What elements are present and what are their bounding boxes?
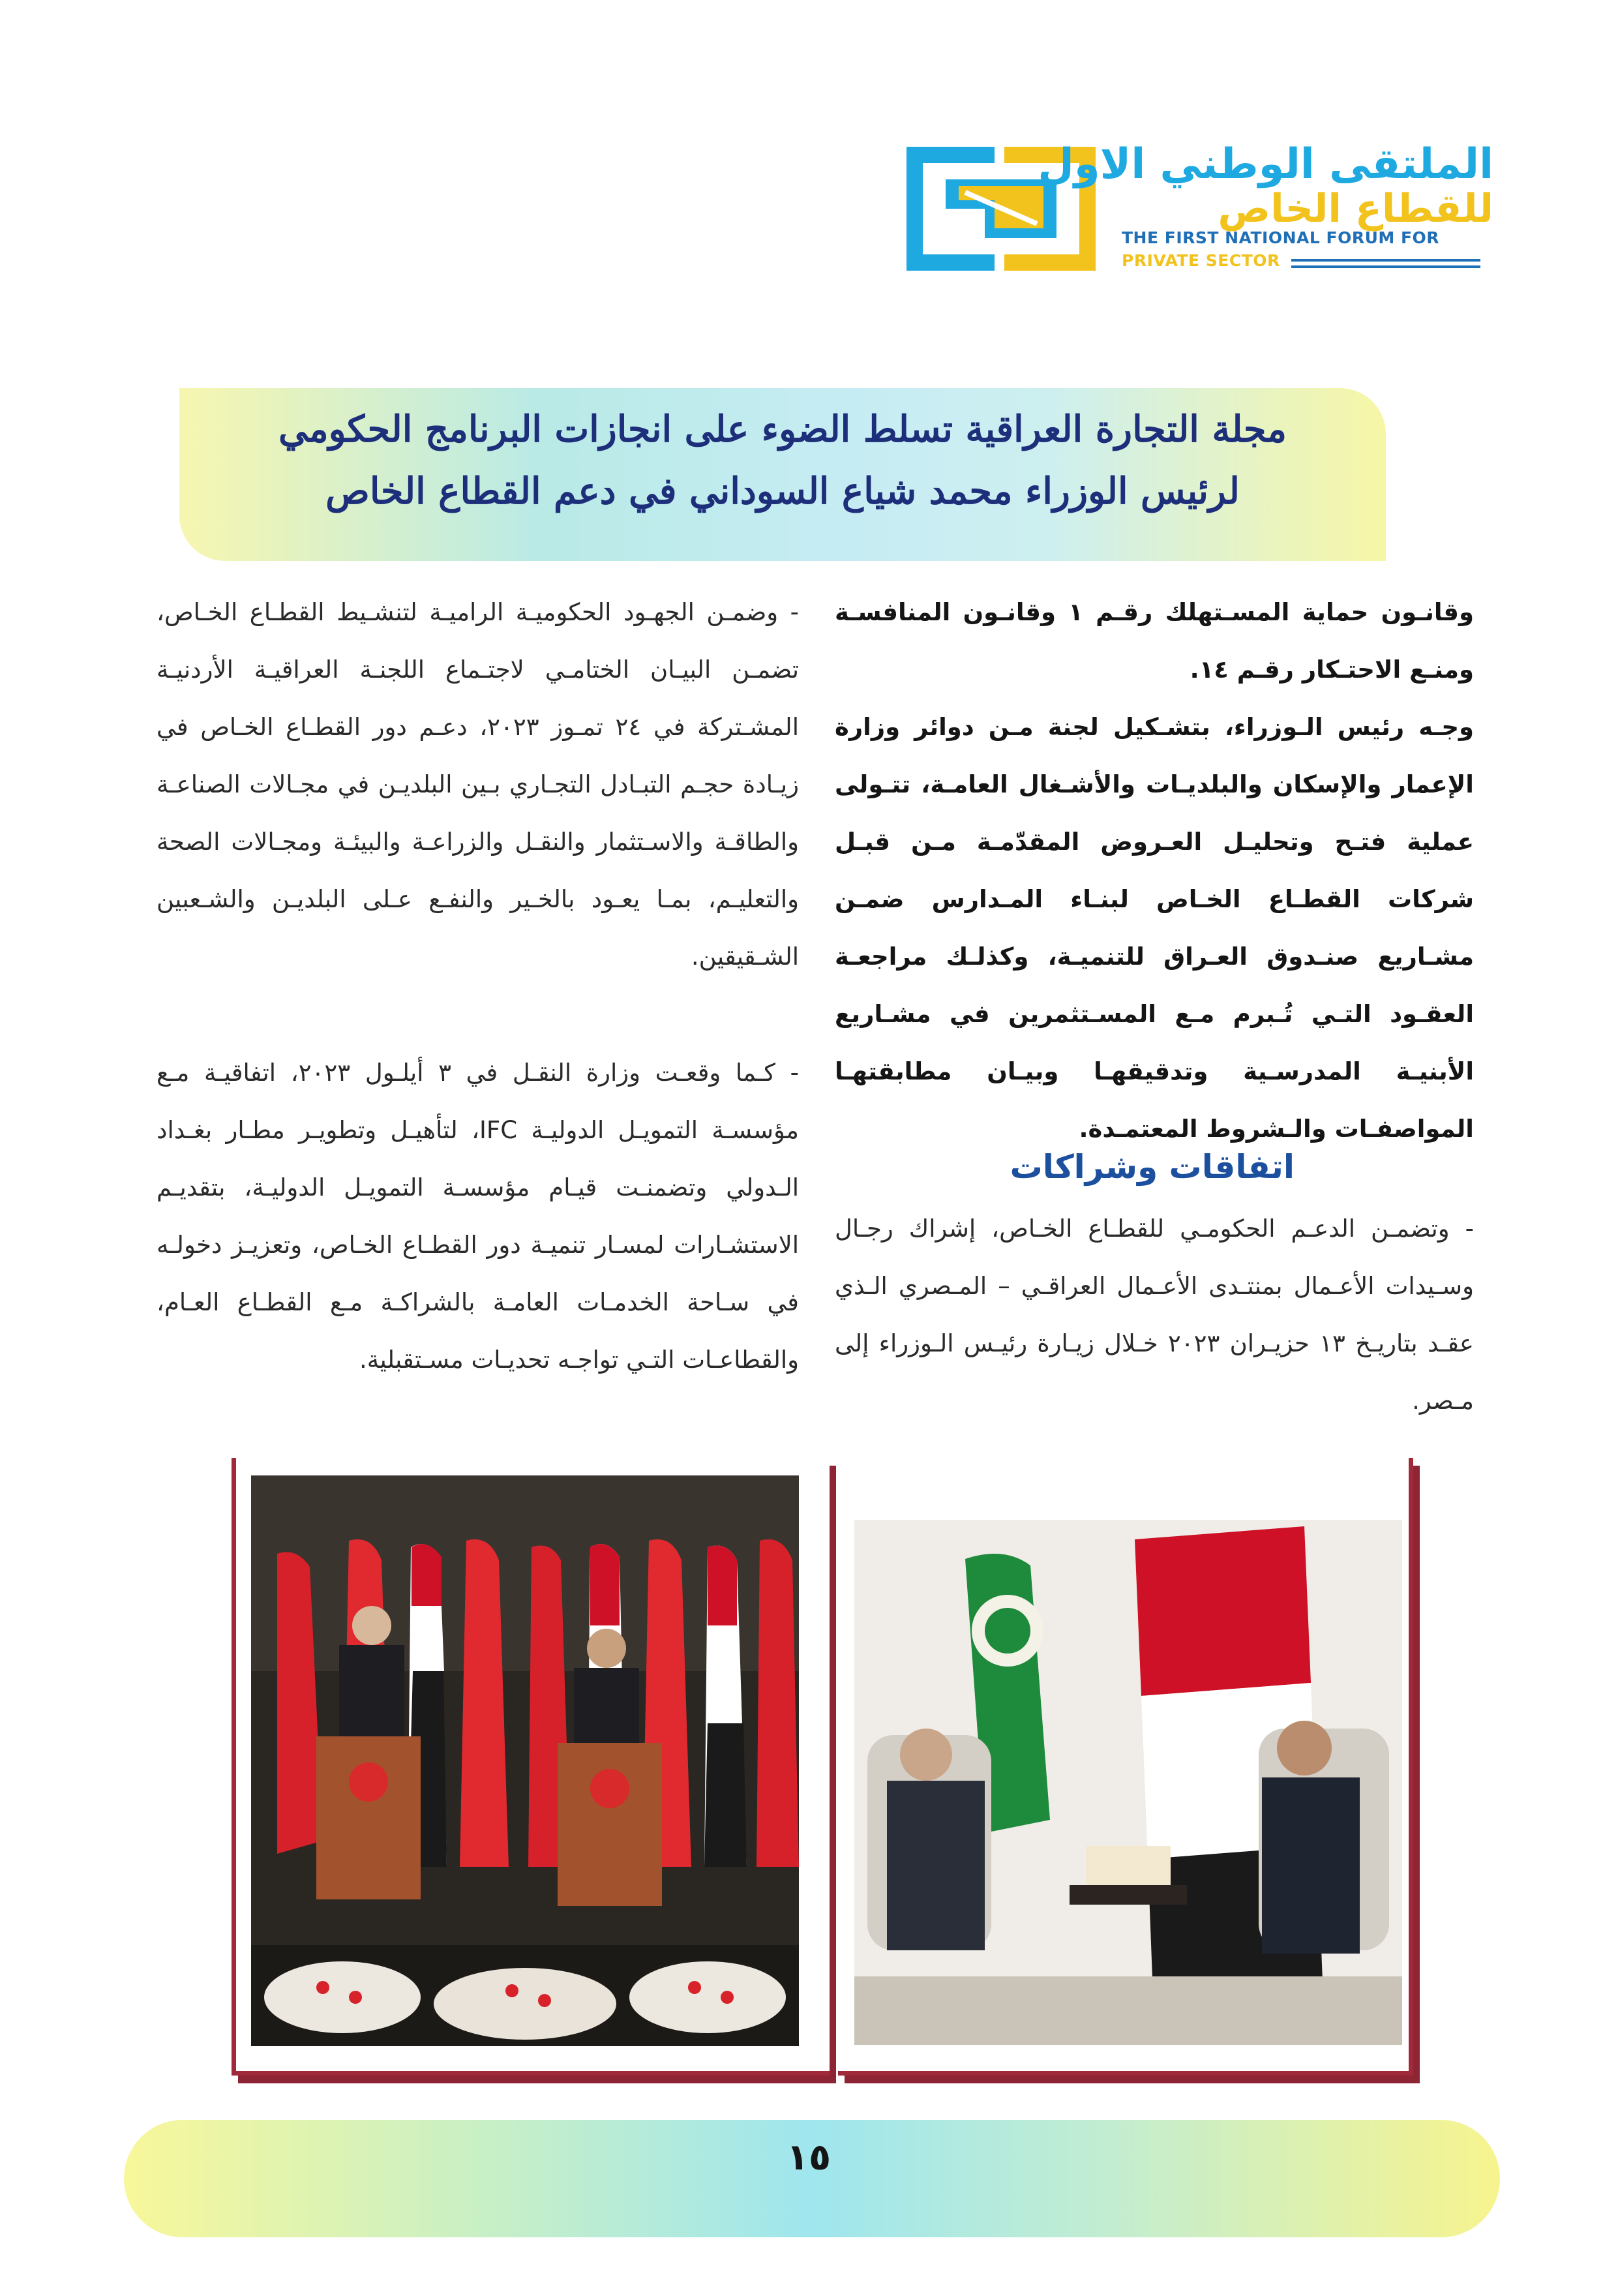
logo-divider xyxy=(1291,259,1480,262)
meeting-image xyxy=(854,1520,1402,2045)
logo-title-line1: الملتقى الوطني الاول xyxy=(1038,140,1493,189)
right-paragraph-2: وجـه رئيس الـوزراء، بتشـكيل لجنة مـن دوائر وزارة الإعمار والإسكان والبلديـات والأشـغال العامـة، تتـولى عملية فتـح وتحليـل العـروض المقدّمـة مـن قبـل شركات القطـاع الخـاص لبنـاء المـدارس ضمـن مشـاريع صنـدوق العـراق للتنميـة، وكذلـك مراجعـة العقـود التـي تُـبرم مـع المسـتثمرين في مشـاريع الأبنيـة المدرسـية وتدقيقهـا وبيـان مطابقتهـا المواصفـات والـشروط المعتمـدة. xyxy=(835,713,1474,1143)
left-paragraph-1: - وضمـن الجهـود الحكوميـة الراميـة لتنشـيط القطـاع الخـاص، تضمـن البيـان الختامـي لاجتـماع اللجنـة العراقيـة الأردنيـة المشـتركة في ٢٤ تمـوز ٢٠٢٣، دعـم دور القطـاع الخـاص في زيـادة حجـم التبـادل التجـاري بـين البلديـن في مجـالات الصناعـة والطاقـة والاسـتثمار والنقـل والزراعـة والبيئـة ومجـالات الصحة والتعليـم، بمـا يعـود بالخـير والنفـع عـلى البلديـن والشـعبين الشـقيقين. xyxy=(157,598,799,971)
press-conference-image xyxy=(251,1475,799,2046)
logo-divider xyxy=(1291,265,1480,268)
right-paragraph-1: وقانـون حماية المسـتهلك رقـم ١ وقانـون المنافسـة ومنـع الاحتـكار رقـم ١٤. xyxy=(835,598,1474,684)
section-paragraph: - وتضمـن الدعـم الحكومـي للقطـاع الخـاص، إشراك رجـال وسـيدات الأعـمال بمنتـدى الأعـمال العراقـي – المـصري الـذي عقـد بتاريـخ ١٣ حزيـران ٢٠٢٣ خـلال زيـارة رئيـس الـوزراء إلى مـصر. xyxy=(835,1215,1474,1415)
logo-title-line2: للقطاع الخاص xyxy=(1218,186,1493,232)
left-paragraph-2: - كـما وقعـت وزارة النقـل في ٣ أيلـول ٢٠٢٣، اتفاقيـة مـع مؤسسـة التمويـل الدوليـة IFC، لتأهيـل وتطويـر مطـار بغـداد الـدولي وتضمنـت قيـام مؤسسـة التمويـل الدوليـة، بتقديـم الاستشـارات لمسـار تنميـة دور القطـاع الخـاص، وتعزيـز دخولـه في سـاحة الخدمـات العامـة بالشراكـة مـع القطـاع العـام، والقطاعـات التـي تواجـه تحديـات مسـتقبلية. xyxy=(157,1059,800,1374)
meeting-photo xyxy=(854,1520,1402,2045)
left-column xyxy=(157,584,799,1389)
forum-logo xyxy=(906,140,1493,271)
logo-english-line2: PRIVATE SECTOR xyxy=(1122,251,1280,270)
press-conference-photo xyxy=(251,1475,799,2046)
logo-english-line1: THE FIRST NATIONAL FORUM FOR xyxy=(1122,228,1440,247)
right-column xyxy=(835,584,1474,1158)
page-number: ١٥ xyxy=(786,2136,831,2179)
section-body xyxy=(835,1200,1474,1430)
headline-line2: لرئيس الوزراء محمد شياع السوداني في دعم القطاع الخاص xyxy=(325,470,1240,513)
section-heading: اتفاقات وشراكات xyxy=(1010,1148,1295,1186)
headline-line1: مجلة التجارة العراقية تسلط الضوء على انجازات البرنامج الحكومي xyxy=(278,408,1287,451)
